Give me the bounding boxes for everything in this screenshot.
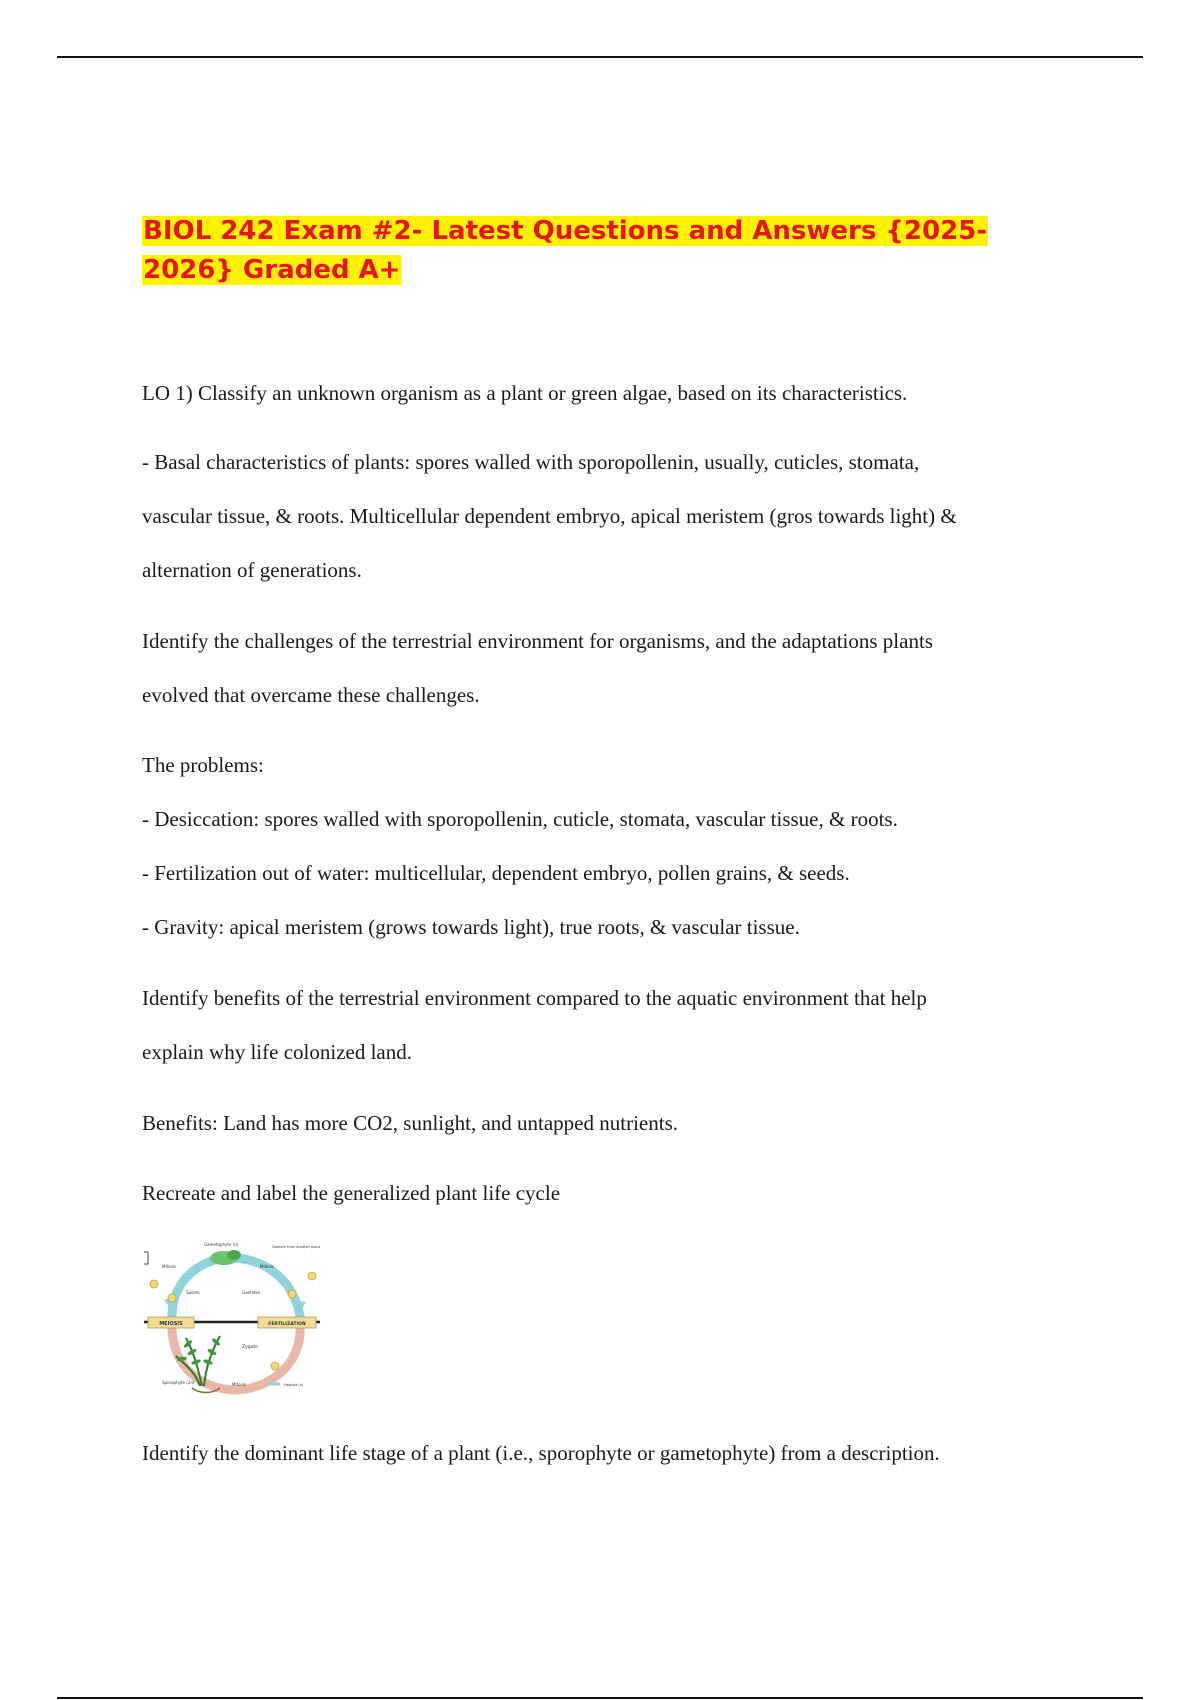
label-gametophyte: Gametophyte (n) <box>204 1242 239 1247</box>
benefits-answer-text: Benefits: Land has more CO2, sunlight, and untapped nutrients. <box>142 1111 678 1135</box>
challenges-question <box>142 614 1082 722</box>
title-highlight-line-1: BIOL 242 Exam #2- Latest Questions and Answers {2025- <box>143 216 988 246</box>
bottom-rule <box>57 1697 1143 1699</box>
gametophyte-lobe <box>227 1250 241 1260</box>
life-cycle-prompt-text: Recreate and label the generalized plant life cycle <box>142 1181 561 1205</box>
life-cycle-prompt <box>142 1166 1082 1220</box>
bracket-mark <box>144 1252 148 1264</box>
benefits-question <box>142 971 1082 1079</box>
benefits-answer <box>142 1096 1082 1150</box>
challenges-line-1: Identify the challenges of the terrestrial environment for organisms, and the adaptations plants <box>142 629 933 653</box>
label-spores: Spores <box>186 1290 200 1295</box>
haploid-arc <box>172 1258 300 1316</box>
gamete-cell <box>288 1290 296 1298</box>
zygote-cell <box>271 1362 279 1370</box>
dominant-stage-text: Identify the dominant life stage of a plant (i.e., sporophyte or gametophyte) from a description. <box>142 1441 940 1465</box>
spore-cell-2 <box>168 1294 176 1302</box>
benefits-q-line-2: explain why life colonized land. <box>142 1040 412 1064</box>
benefits-q-line-1: Identify benefits of the terrestrial environment compared to the aquatic environment that help <box>142 986 927 1010</box>
gamete-cell-right <box>308 1272 316 1280</box>
basal-characteristics <box>142 435 1082 597</box>
problem-fertilization-text: - Fertilization out of water: multicellular, dependent embryo, pollen grains, & seeds. <box>142 861 850 885</box>
label-mitosis-bottom: Mitosis <box>232 1382 246 1387</box>
learning-objective-1 <box>142 366 1082 420</box>
challenges-line-2: evolved that overcame these challenges. <box>142 683 480 707</box>
lo1-text: LO 1) Classify an unknown organism as a plant or green algae, based on its characteristics. <box>142 381 908 405</box>
label-mitosis-right: Mitosis <box>260 1264 274 1269</box>
title-highlight-line-2: 2026} Graded A+ <box>143 255 401 285</box>
life-cycle-svg <box>142 1238 322 1398</box>
basal-line-2: vascular tissue, & roots. Multicellular dependent embryo, apical meristem (gros towards light) & <box>142 504 957 528</box>
basal-line-3: alternation of generations. <box>142 558 362 582</box>
document-title <box>142 212 1042 290</box>
top-rule <box>57 56 1143 58</box>
problem-gravity-text: - Gravity: apical meristem (grows towards light), true roots, & vascular tissue. <box>142 915 800 939</box>
fertilization-label: FERTILIZATION <box>268 1322 306 1327</box>
label-gamete-note: Gamete from another plant <box>272 1245 321 1249</box>
spore-cell <box>150 1280 158 1288</box>
problems-heading <box>142 738 1082 792</box>
problem-desiccation <box>142 792 1082 846</box>
label-zygote: Zygote <box>242 1345 258 1350</box>
plant-life-cycle-diagram <box>142 1238 322 1398</box>
problems-heading-text: The problems: <box>142 753 264 777</box>
label-mitosis-left: Mitosis <box>162 1264 176 1269</box>
label-sporophyte: Sporophyte (2n) <box>162 1380 195 1385</box>
meiosis-label: MEIOSIS <box>159 1321 183 1327</box>
problem-desiccation-text: - Desiccation: spores walled with sporopollenin, cuticle, stomata, vascular tissue, & roots. <box>142 807 898 831</box>
problem-gravity <box>142 900 1082 954</box>
basal-line-1: - Basal characteristics of plants: spores walled with sporopollenin, usually, cuticles, stomata, <box>142 450 920 474</box>
dominant-stage-question <box>142 1426 1082 1480</box>
label-haploid-key: Haploid (n) <box>284 1383 304 1387</box>
problem-fertilization <box>142 846 1082 900</box>
label-gametes: Gametes <box>242 1290 261 1295</box>
